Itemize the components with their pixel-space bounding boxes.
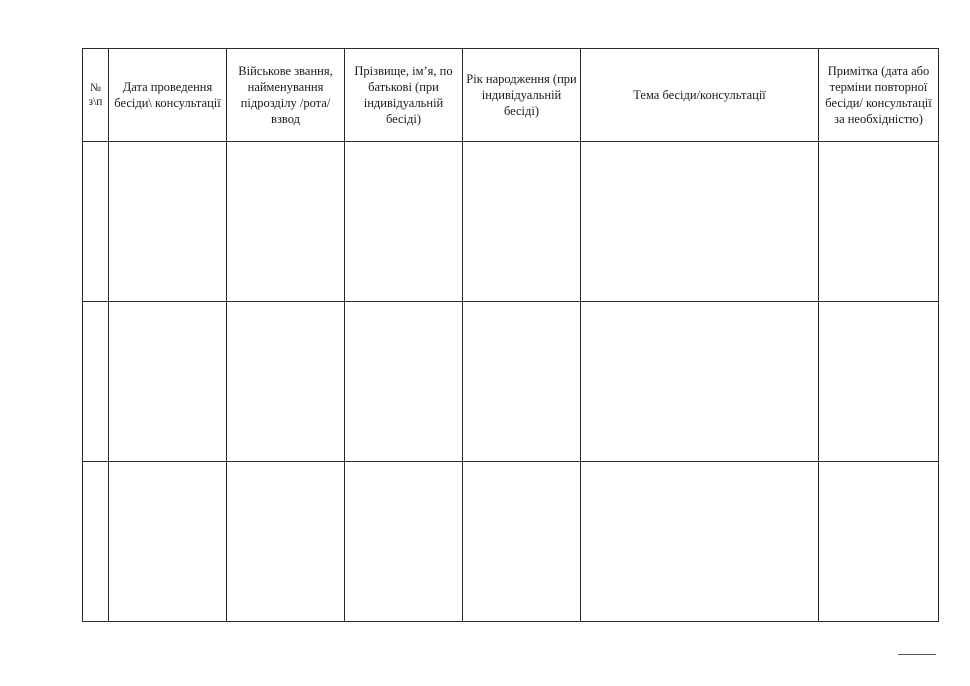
cell-birth-year[interactable] — [463, 462, 581, 622]
cell-date[interactable] — [109, 142, 227, 302]
cell-birth-year[interactable] — [463, 142, 581, 302]
header-topic: Тема бесіди/консультації — [581, 49, 819, 142]
cell-birth-year[interactable] — [463, 302, 581, 462]
cell-topic[interactable] — [581, 302, 819, 462]
cell-note[interactable] — [819, 302, 939, 462]
cell-full-name[interactable] — [345, 142, 463, 302]
table-row — [83, 142, 939, 302]
cell-full-name[interactable] — [345, 462, 463, 622]
cell-note[interactable] — [819, 142, 939, 302]
cell-rank-unit[interactable] — [227, 302, 345, 462]
header-note: Примітка (дата або терміни повторної бесіди/ консультації за необхідністю) — [819, 49, 939, 142]
cell-number[interactable] — [83, 462, 109, 622]
header-number: № з\п — [83, 49, 109, 142]
cell-number[interactable] — [83, 302, 109, 462]
cell-rank-unit[interactable] — [227, 142, 345, 302]
table-header-row — [83, 49, 939, 142]
cell-number[interactable] — [83, 142, 109, 302]
consultation-log-table — [82, 48, 939, 622]
header-rank-unit: Військове звання, найменування підрозділу /рота/взвод — [227, 49, 345, 142]
header-full-name: Прізвище, ім’я, по батькові (при індивідуальній бесіді) — [345, 49, 463, 142]
cell-note[interactable] — [819, 462, 939, 622]
cell-date[interactable] — [109, 462, 227, 622]
cell-date[interactable] — [109, 302, 227, 462]
cell-full-name[interactable] — [345, 302, 463, 462]
cell-rank-unit[interactable] — [227, 462, 345, 622]
cell-topic[interactable] — [581, 462, 819, 622]
footer-divider-line — [898, 654, 936, 655]
cell-topic[interactable] — [581, 142, 819, 302]
header-date: Дата проведення бесіди\ консультації — [109, 49, 227, 142]
table-row — [83, 462, 939, 622]
header-birth-year: Рік народження (при індивідуальній бесіді) — [463, 49, 581, 142]
table-row — [83, 302, 939, 462]
